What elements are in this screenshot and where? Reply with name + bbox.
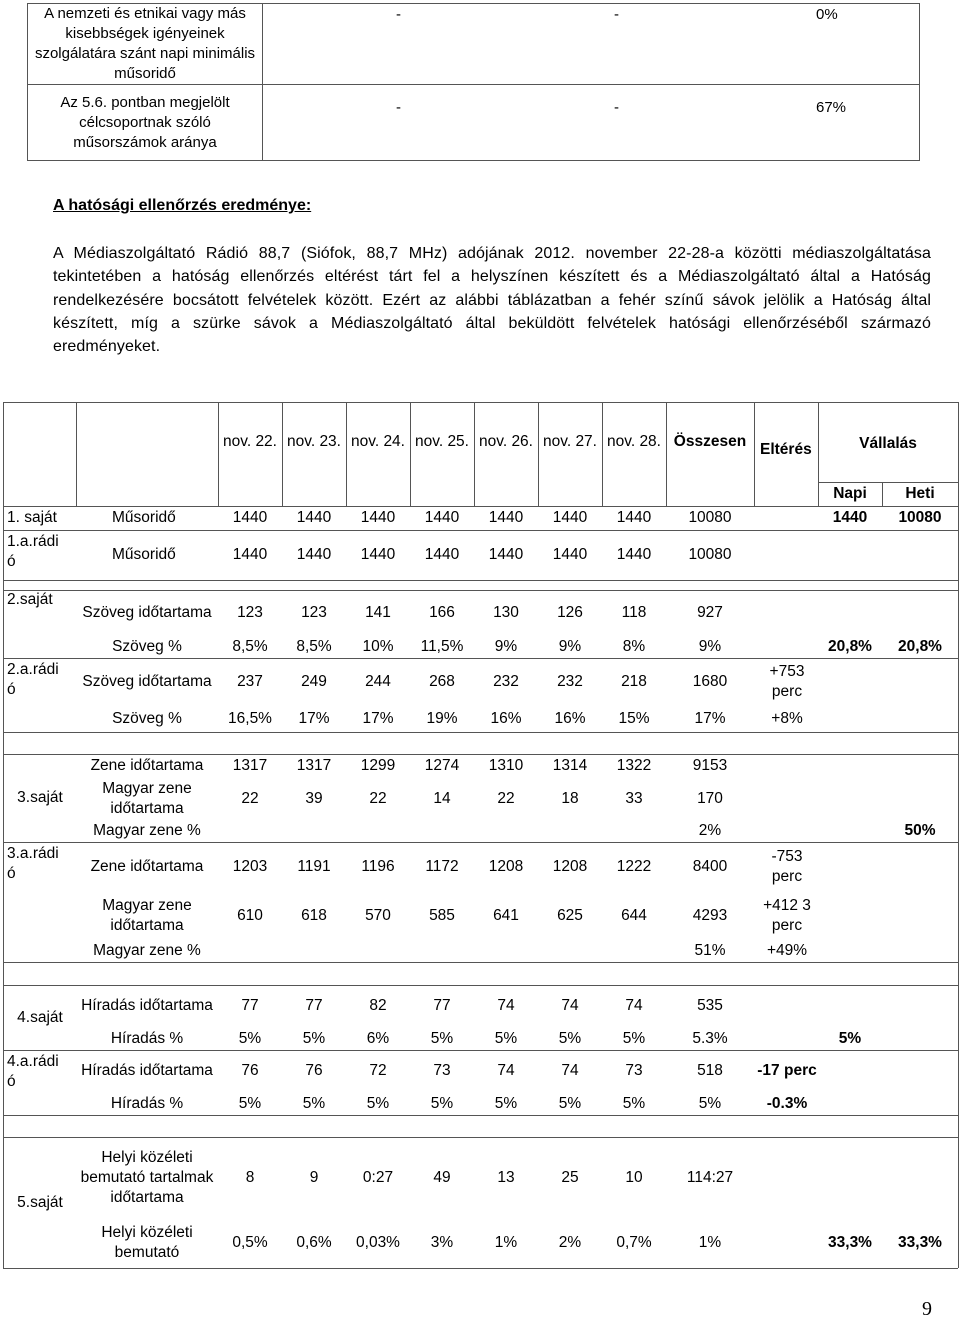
value-cell: 73 bbox=[433, 1062, 451, 1079]
value-cell: 25 bbox=[561, 1168, 579, 1186]
grid-line-v bbox=[958, 778, 959, 820]
row-label: Híradás % bbox=[110, 1029, 184, 1047]
value-cell: 15% bbox=[618, 710, 650, 727]
value-cell: 1440 bbox=[232, 546, 268, 563]
grid-line-v bbox=[3, 402, 4, 506]
group-label: 1. saját bbox=[7, 509, 57, 526]
grid-line-v bbox=[882, 482, 883, 506]
diff-cell: +753 perc bbox=[769, 663, 805, 700]
value-cell: 625 bbox=[557, 907, 583, 924]
total-cell: 5.3% bbox=[692, 1029, 728, 1047]
grid-line-v bbox=[958, 1027, 959, 1050]
grid-line-v bbox=[3, 892, 4, 940]
value-cell: 77 bbox=[241, 997, 259, 1014]
grid-line-v bbox=[3, 842, 4, 892]
grid-line-v bbox=[3, 658, 4, 706]
value-cell: 18 bbox=[561, 790, 579, 807]
value-cell: 77 bbox=[305, 997, 323, 1014]
value-cell: 1440 bbox=[360, 509, 396, 526]
grid-line-v bbox=[76, 402, 77, 506]
value-cell: 76 bbox=[305, 1062, 323, 1079]
total-cell: 9153 bbox=[692, 757, 728, 774]
total-cell: 5% bbox=[698, 1094, 722, 1112]
group-label: 3.saját bbox=[17, 789, 63, 806]
column-header-day: nov. 28. bbox=[606, 433, 661, 450]
value-cell: 644 bbox=[621, 907, 647, 924]
grid-line-v bbox=[282, 402, 283, 506]
value-cell: 16% bbox=[554, 710, 586, 727]
grid-line-v bbox=[958, 1137, 959, 1218]
total-cell: 4293 bbox=[692, 907, 728, 924]
grid-line-v bbox=[3, 506, 4, 530]
grid-line-v bbox=[958, 590, 959, 636]
grid-line-h bbox=[3, 1268, 958, 1269]
grid-line-v bbox=[958, 636, 959, 658]
row-label: Magyar zene időtartama bbox=[102, 780, 192, 817]
grid-line-v bbox=[3, 1137, 4, 1218]
value-cell: 126 bbox=[557, 604, 583, 621]
value-cell: 8,5% bbox=[296, 638, 332, 655]
row-label: Szöveg % bbox=[112, 710, 182, 727]
grid-line-v bbox=[3, 1027, 4, 1050]
grid-line-h bbox=[3, 1115, 958, 1116]
table-row bbox=[28, 85, 920, 161]
grid-line-v bbox=[958, 706, 959, 732]
value-cell: 5% bbox=[302, 1094, 326, 1112]
value-cell: 1440 bbox=[616, 546, 652, 563]
grid-line-v bbox=[346, 402, 347, 506]
value-cell: 16% bbox=[490, 710, 522, 727]
value-cell: 232 bbox=[557, 673, 583, 690]
column-header-daily: Napi bbox=[833, 485, 867, 502]
value-cell: 77 bbox=[433, 997, 451, 1014]
grid-line-v bbox=[958, 892, 959, 940]
row-label: Szöveg időtartama bbox=[82, 673, 212, 690]
value-cell: 1203 bbox=[232, 858, 268, 875]
value-cell: 9% bbox=[494, 638, 518, 655]
value-cell: 1440 bbox=[616, 509, 652, 526]
grid-line-v bbox=[3, 530, 4, 580]
value-cell: 610 bbox=[237, 907, 263, 924]
value-cell: - bbox=[396, 99, 401, 116]
value-cell: 1196 bbox=[361, 858, 395, 875]
value-cell: 641 bbox=[493, 907, 519, 924]
value-cell: 13 bbox=[497, 1168, 515, 1186]
row-label: Szöveg időtartama bbox=[82, 604, 212, 621]
total-cell: 10080 bbox=[688, 546, 732, 563]
group-label: 2.a.rádió bbox=[7, 661, 59, 698]
row-label: Híradás % bbox=[110, 1094, 184, 1112]
daily-commit-cell: 33,3% bbox=[828, 1234, 872, 1251]
value-cell: 141 bbox=[365, 604, 391, 621]
value-cell: 5% bbox=[622, 1029, 646, 1047]
value-cell: 74 bbox=[625, 997, 643, 1014]
column-header-commit: Vállalás bbox=[859, 435, 917, 452]
value-cell: 5% bbox=[366, 1094, 390, 1112]
grid-line-v bbox=[3, 1115, 4, 1137]
value-cell: 123 bbox=[301, 604, 327, 621]
row-label: Híradás időtartama bbox=[81, 1062, 213, 1079]
grid-line-v bbox=[958, 1050, 959, 1092]
grid-line-v bbox=[3, 580, 4, 590]
column-header-day: nov. 25. bbox=[414, 433, 469, 450]
value-cell: 1191 bbox=[297, 858, 331, 875]
value-cell: 19% bbox=[426, 710, 458, 727]
grid-line-v bbox=[218, 402, 219, 506]
page-number: 9 bbox=[922, 1298, 932, 1320]
total-cell: 17% bbox=[694, 710, 726, 727]
value-cell: 1208 bbox=[552, 858, 588, 875]
grid-line-v bbox=[958, 506, 959, 530]
row-label: Zene időtartama bbox=[90, 858, 204, 875]
total-cell: 1680 bbox=[692, 673, 728, 690]
grid-line-v bbox=[3, 636, 4, 658]
value-cell: 8% bbox=[622, 638, 646, 655]
grid-line-v bbox=[3, 985, 4, 1027]
row-label: Szöveg % bbox=[112, 638, 182, 655]
column-header-total b: Összesen bbox=[673, 433, 747, 450]
value-cell: 11,5% bbox=[420, 638, 464, 655]
row-label: Helyi közéleti bemutató tartalmak időtartama bbox=[80, 1148, 214, 1206]
row-label: Műsoridő bbox=[112, 546, 176, 563]
daily-commit-cell: 20,8% bbox=[828, 638, 872, 655]
diff-cell: +49% bbox=[766, 942, 808, 959]
row-label: Műsoridő bbox=[112, 509, 176, 526]
grid-line-v bbox=[958, 1115, 959, 1137]
row-label: Az 5.6. pontban megjelölt célcsoportnak szóló műsorszámok aránya bbox=[28, 85, 263, 161]
diff-cell: -753 perc bbox=[771, 848, 803, 885]
group-label: 4.saját bbox=[17, 1008, 63, 1026]
grid-line-v bbox=[410, 402, 411, 506]
intro-paragraph bbox=[53, 242, 931, 358]
value-cell: 0,03% bbox=[356, 1234, 400, 1251]
grid-line-v bbox=[958, 985, 959, 1027]
grid-line-v bbox=[818, 402, 819, 506]
value-cell: 1440 bbox=[488, 546, 524, 563]
grid-line-v bbox=[3, 732, 4, 754]
weekly-commit-cell: 20,8% bbox=[898, 638, 942, 655]
column-header-day: nov. 26. bbox=[478, 433, 533, 450]
value-cell: - bbox=[396, 6, 401, 23]
value-cell: 237 bbox=[237, 673, 263, 690]
weekly-commit-cell: 10080 bbox=[898, 509, 942, 526]
grid-line-v bbox=[3, 1092, 4, 1115]
daily-commit-cell: 5% bbox=[838, 1029, 862, 1047]
value-cell: 585 bbox=[429, 907, 455, 924]
value-cell: 6% bbox=[366, 1029, 390, 1047]
value-cell: 244 bbox=[365, 673, 391, 690]
row-values bbox=[263, 85, 920, 161]
grid-line-v bbox=[602, 402, 603, 506]
grid-line-v bbox=[3, 820, 4, 842]
value-cell: 39 bbox=[305, 790, 323, 807]
value-cell: 1314 bbox=[552, 757, 588, 774]
total-cell: 51% bbox=[694, 942, 726, 959]
grid-line-h bbox=[818, 482, 958, 483]
value-cell: 1172 bbox=[425, 858, 459, 875]
grid-line-v bbox=[754, 402, 755, 506]
value-cell: 22 bbox=[241, 790, 259, 807]
total-cell: 8400 bbox=[692, 858, 728, 875]
value-cell: 0,5% bbox=[232, 1234, 268, 1251]
grid-line-v bbox=[538, 402, 539, 506]
value-cell: 5% bbox=[238, 1094, 262, 1112]
value-cell: 1322 bbox=[616, 757, 652, 774]
diff-cell: +412 3 perc bbox=[763, 897, 811, 934]
group-label: 4.a.rádió bbox=[7, 1053, 59, 1090]
value-cell: 1222 bbox=[616, 858, 652, 875]
table-row bbox=[28, 4, 920, 85]
column-header-day: nov. 22. bbox=[222, 433, 277, 450]
value-cell: 1440 bbox=[552, 546, 588, 563]
value-cell: 10% bbox=[362, 638, 394, 655]
group-label: 5.saját bbox=[17, 1193, 63, 1211]
value-cell: 74 bbox=[561, 1062, 579, 1079]
paragraph-text: A Médiaszolgáltató Rádió 88,7 (Siófok, 88,7 MHz) adójának 2012. november 22-28-a közötti médiaszolgáltatása tekintetében a hatóság ellenőrzés eltérést tárt fel a helyszínen készített és a Médiaszolgáltató által a Hatóság rendelkezésére bocsátott felvételek között. Ezért az alábbi táblázatban a fehér színű sávok jelölik a Hatóság által készített, míg a szürke sávok a Médiaszolgáltató által beküldött felvételek hatósági ellenőrzéséből származó eredményeket. bbox=[53, 245, 931, 356]
value-cell: 1440 bbox=[424, 546, 460, 563]
value-cell: 1274 bbox=[424, 757, 460, 774]
row-label: Zene időtartama bbox=[90, 757, 204, 774]
value-cell: 232 bbox=[493, 673, 519, 690]
group-label: 3.a.rádió bbox=[7, 845, 59, 882]
column-header-day: nov. 23. bbox=[286, 433, 341, 450]
column-header-day: nov. 24. bbox=[350, 433, 405, 450]
diff-cell: -0.3% bbox=[766, 1094, 808, 1112]
grid-line-v bbox=[958, 1218, 959, 1268]
weekly-commit-cell: 50% bbox=[904, 822, 936, 839]
row-label: Magyar zene % bbox=[93, 942, 201, 959]
grid-line-v bbox=[3, 1050, 4, 1092]
group-label: 1.a.rádió bbox=[7, 533, 59, 570]
grid-line-h bbox=[3, 962, 958, 963]
value-cell: 1440 bbox=[552, 509, 588, 526]
grid-line-v bbox=[3, 778, 4, 820]
grid-line-v bbox=[958, 402, 959, 506]
value-cell: 74 bbox=[497, 997, 515, 1014]
grid-line-h bbox=[3, 402, 958, 403]
grid-line-h bbox=[3, 732, 958, 733]
value-cell: 82 bbox=[369, 997, 387, 1014]
grid-line-v bbox=[474, 402, 475, 506]
row-label: A nemzeti és etnikai vagy más kisebbségek igényeinek szolgálatára szánt napi minimális műsoridő bbox=[28, 4, 263, 85]
value-cell: 1208 bbox=[488, 858, 524, 875]
grid-line-v bbox=[958, 658, 959, 706]
top-table bbox=[27, 3, 920, 161]
value-cell: 2% bbox=[558, 1234, 582, 1251]
section-heading: A hatósági ellenőrzés eredménye: bbox=[53, 197, 312, 214]
total-cell: 114:27 bbox=[686, 1168, 734, 1186]
value-cell: 22 bbox=[369, 790, 387, 807]
grid-line-v bbox=[958, 940, 959, 962]
value-cell: 5% bbox=[430, 1029, 454, 1047]
grid-line-h bbox=[3, 580, 958, 581]
total-cell: 927 bbox=[697, 604, 723, 621]
total-cell: 2% bbox=[698, 822, 722, 839]
value-cell: 118 bbox=[621, 604, 647, 621]
row-label: Magyar zene időtartama bbox=[102, 897, 192, 934]
grid-line-v bbox=[958, 580, 959, 590]
value-cell: 5% bbox=[302, 1029, 326, 1047]
grid-line-v bbox=[3, 940, 4, 962]
value-cell: 67% bbox=[816, 99, 847, 116]
grid-line-v bbox=[958, 1092, 959, 1115]
value-cell: 249 bbox=[301, 673, 327, 690]
total-cell: 9% bbox=[698, 638, 722, 655]
value-cell: 1440 bbox=[488, 509, 524, 526]
diff-cell: +8% bbox=[771, 710, 803, 727]
value-cell: 130 bbox=[493, 604, 519, 621]
grid-line-v bbox=[3, 590, 4, 636]
total-cell: 170 bbox=[697, 790, 723, 807]
grid-line-v bbox=[958, 820, 959, 842]
value-cell: 1440 bbox=[360, 546, 396, 563]
value-cell: 16,5% bbox=[228, 710, 272, 727]
value-cell: 8 bbox=[245, 1168, 255, 1186]
value-cell: 17% bbox=[298, 710, 330, 727]
value-cell: 22 bbox=[497, 790, 515, 807]
value-cell: 5% bbox=[430, 1094, 454, 1112]
value-cell: - bbox=[614, 6, 619, 23]
value-cell: 618 bbox=[301, 907, 327, 924]
value-cell: 5% bbox=[494, 1094, 518, 1112]
value-cell: 5% bbox=[238, 1029, 262, 1047]
value-cell: 49 bbox=[433, 1168, 451, 1186]
value-cell: 268 bbox=[429, 673, 455, 690]
grid-line-v bbox=[3, 754, 4, 778]
daily-commit-cell: 1440 bbox=[832, 509, 868, 526]
value-cell: 17% bbox=[362, 710, 394, 727]
row-label: Magyar zene % bbox=[93, 822, 201, 839]
value-cell: 74 bbox=[561, 997, 579, 1014]
value-cell: 5% bbox=[622, 1094, 646, 1112]
column-header-diff: Eltérés bbox=[760, 441, 812, 458]
grid-line-v bbox=[958, 732, 959, 754]
column-header-day: nov. 27. bbox=[542, 433, 597, 450]
value-cell: 1440 bbox=[424, 509, 460, 526]
value-cell: - bbox=[614, 99, 619, 116]
grid-line-v bbox=[3, 1218, 4, 1268]
diff-cell: -17 perc bbox=[757, 1062, 817, 1079]
grid-line-v bbox=[3, 706, 4, 732]
value-cell: 0,6% bbox=[296, 1234, 332, 1251]
value-cell: 0,7% bbox=[616, 1234, 652, 1251]
value-cell: 1440 bbox=[296, 546, 332, 563]
row-values bbox=[263, 4, 920, 85]
weekly-commit-cell: 33,3% bbox=[898, 1234, 942, 1251]
value-cell: 33 bbox=[625, 790, 643, 807]
grid-line-v bbox=[958, 842, 959, 892]
value-cell: 9% bbox=[558, 638, 582, 655]
value-cell: 72 bbox=[369, 1062, 387, 1079]
value-cell: 1310 bbox=[488, 757, 524, 774]
column-header-weekly: Heti bbox=[905, 485, 935, 502]
total-cell: 1% bbox=[698, 1234, 722, 1251]
value-cell: 166 bbox=[429, 604, 455, 621]
value-cell: 9 bbox=[309, 1168, 319, 1186]
value-cell: 123 bbox=[237, 604, 263, 621]
value-cell: 1317 bbox=[296, 757, 332, 774]
value-cell: 3% bbox=[430, 1234, 454, 1251]
row-label: Híradás időtartama bbox=[81, 997, 213, 1014]
value-cell: 14 bbox=[433, 790, 451, 807]
value-cell: 73 bbox=[625, 1062, 643, 1079]
group-label: 2.saját bbox=[7, 591, 53, 608]
value-cell: 1299 bbox=[360, 757, 396, 774]
grid-line-v bbox=[3, 962, 4, 985]
value-cell: 5% bbox=[558, 1094, 582, 1112]
value-cell: 0:27 bbox=[362, 1168, 394, 1186]
value-cell: 1317 bbox=[232, 757, 268, 774]
value-cell: 1440 bbox=[232, 509, 268, 526]
row-label: Helyi közéleti bemutató bbox=[101, 1224, 193, 1261]
value-cell: 5% bbox=[558, 1029, 582, 1047]
value-cell: 1% bbox=[494, 1234, 518, 1251]
total-cell: 10080 bbox=[688, 509, 732, 526]
grid-line-v bbox=[958, 754, 959, 778]
value-cell: 10 bbox=[625, 1168, 643, 1186]
value-cell: 0% bbox=[816, 6, 838, 23]
grid-line-v bbox=[958, 530, 959, 580]
value-cell: 218 bbox=[621, 673, 647, 690]
grid-line-v bbox=[666, 402, 667, 506]
value-cell: 76 bbox=[241, 1062, 259, 1079]
value-cell: 74 bbox=[497, 1062, 515, 1079]
total-cell: 518 bbox=[697, 1062, 723, 1079]
grid-line-v bbox=[958, 962, 959, 985]
value-cell: 5% bbox=[494, 1029, 518, 1047]
value-cell: 1440 bbox=[296, 509, 332, 526]
value-cell: 8,5% bbox=[232, 638, 268, 655]
total-cell: 535 bbox=[697, 997, 723, 1014]
value-cell: 570 bbox=[365, 907, 391, 924]
